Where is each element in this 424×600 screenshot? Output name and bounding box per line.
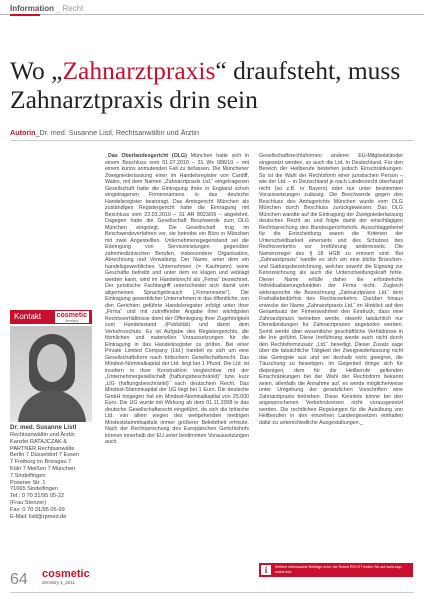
contact-details	[10, 424, 94, 520]
column-1-text: München hatte sich in einem Beschluss vom 01.07.2010 – 31 Wx 088/10 – mit einem kurios anmutenden Fall zu befassen. Die Münchener Zweigniederlassung einer im Handelsregister von Cardiff, Wales, mit dem Namen „Zahnarztpraxis Ltd.“ eingetragenen Gesellschaft hatte die Eintragung ihres in England schon eingetragenen Firmennamens in das deutsche Handelsregister beantragt. Das Amtsgericht München als zuständiges Registergericht hatte die Eintragung mit Beschluss vom 22.03.2010 – 31 AR 8023/09 – abgelehnt. Dagegen hatte die Gesellschaft Beschwerde zum OLG München eingelegt. Die Gesellschaft trug im Beschwerdeverfahren vor, sie betreibe ein Büro in München mit zwei Angestellten. Unternehmensgegenstand sei die Erbringung von Serviceleistungen gegenüber zahnmedizinischen Berufen, insbesondere Organisation, Abrechnung und Verwaltung. Der Name, unter dem ein handelsgewerbliches Unternehmen (= Kaufmann) seine Geschäfte betreibt und unter dem es klagen und verklagt werden kann, wird im Handelsrecht als „Firma“ bezeichnet. Der juristische Fachbegriff unterscheidet sich damit vom allgemeinen Sprachgebrauch („Firmenname“). Die Eintragung gewerblicher Unternehmen in das öffentliche, von den Gerichten geführte Handelsregister erfolgt unter ihrer „Firma“ und mit zutreffender Angabe ihrer wichtigsten Rechtsverhältnisse dient der Offenlegung ihrer Zugehörigkeit zum Handelsstand (Publizität) und damit dem Verkehrsschutz. Es ist Aufgabe des Registergerichts, die förmlichen und materiellen Voraussetzungen für die Eintragung in das Handelsregister zu prüfen. Bei einer Private Limited Company (Ltd.) handelt es sich um eine Gesellschaftsform nach britischem Gesellschaftsrecht. Das Mindest-Nominalkapital der Ltd. liegt bei 1 Pfund. Die Ltd. ist insofern in ihrer Konstruktion vergleichbar mit der „Unternehmergesellschaft (haftungsbeschränkt)“ bzw. kurz „UG (haftungsbeschränkt)“ nach deutschem Recht. Das Mindest-Stammkapital der UG liegt bei 1 Euro. Die deutsche GmbH hingegen hat ein Mindest-Nominalkapital von 25.000 Euro. Die UG wurde mit Wirkung ab dem 01.11.2008 in das deutsche Gesellschaftsrecht eingeführt, da sich die britische Ltd. von allem wegen des weitgehenden niedrigen Mindeststammkapitals immer größerer Beliebtheit erfreute. Nach der Rechtsprechung des Europäischen Gerichtshofs können innerhalb der EU unter bestimmten Voraussetzungen auch	[105, 153, 250, 445]
photo-face-shape	[37, 344, 67, 382]
section-header	[10, 4, 83, 13]
logo-sub-text: dentistry	[65, 319, 79, 323]
byline-divider	[10, 140, 414, 141]
contact-line: Köln 7 Meißen 7 München	[10, 465, 76, 472]
author-name: _Dr. med. Susanne Listl, Rechtsanwältin und Ärztin	[35, 128, 199, 137]
contact-line: 7 Freiburg im Breisgau 7	[10, 459, 72, 466]
contact-line: Fax: 0 70 31/95 05-99	[10, 506, 65, 513]
contact-line: Kanzlei RATAJCZAK &	[10, 438, 67, 445]
title-part-start: Wo „	[10, 56, 63, 85]
cosmetic-dentistry-logo	[55, 311, 89, 323]
author-photo	[10, 326, 92, 422]
contact-line: Berlin 7 Düsseldorf 7 Essen	[10, 452, 80, 459]
author-label: Autorin	[10, 128, 36, 137]
contact-name: Dr. med. Susanne Listl	[10, 424, 77, 431]
footer-divider	[10, 592, 414, 593]
article-lead: _Das Oberlandesgericht (OLG)	[105, 153, 187, 159]
contact-email: E-Mail: listl@rpmed.de	[10, 513, 67, 520]
logo-main-text: cosmetic	[56, 312, 87, 319]
contact-line: 71065 Sindelfingen	[10, 486, 58, 493]
article-column-2	[259, 153, 403, 426]
article-column-1	[105, 153, 249, 446]
contact-line: 7 Sindelfingen	[10, 472, 46, 479]
section-label: Information	[10, 4, 54, 13]
title-highlight: Zahnarztpraxis	[62, 56, 216, 85]
contact-line: (Frau Stenzer)	[10, 499, 47, 506]
contact-header	[10, 310, 92, 324]
page-number: 64	[10, 571, 28, 588]
info-text: Weitere interessante Beiträge unter der Rubrik RECHT finden Sie auf www.zwp-online.info	[275, 565, 403, 574]
contact-line: Rechtsanwältin und Ärztin	[10, 432, 75, 438]
contact-label: Kontakt	[14, 312, 42, 321]
contact-line: Tel.: 0 70 31/95 05-22	[10, 493, 65, 500]
subsection-label: Recht	[62, 4, 84, 13]
info-icon: i	[261, 565, 271, 575]
author-byline	[10, 128, 199, 137]
info-box	[259, 563, 413, 577]
footer-brand-sub: dentistry 1_2011	[42, 580, 75, 585]
article-title	[10, 56, 414, 114]
header-accent-bar	[10, 14, 40, 16]
section-separator-icon: _	[56, 4, 61, 13]
column-2-text: Gesellschaftsrechtsformen anderer EU-Mitgliedsländer eingesetzt werden, so auch die Ltd. in Deutschland. Für den Bereich der Heilberufe bestehen jedoch Einschränkungen. So ist die Wahl der Rechtsform einer juristischen Person – wie der Ltd. – in Deutschland je nach Landesrecht überhaupt nicht (so z.B. in Bayern) oder nur unter bestimmten Voraussetzungen zulässig. Die Beschwerde gegen den Beschluss des Amtsgerichts München wurde vom OLG München durch Beschluss zurückgewiesen. Das OLG München wandte auf die Eintragung der Zweigniederlassung deutsches Recht an und folgte damit der einschlägigen Rechtsprechung des Bundesgerichtshofs. Ausschlaggebend für die Entscheidung waren die Kriterien der Unterscheidbarkeit einerseits und des Schutzes des Rechtsverkehrs vor Irreführung andererseits. Die Namensregel des § 18 HGB zu erinnert sind. Bei „Zahnarztpraxis“ handle es sich um eine bloße Branchen- und Gattungsbezeichnung, welcher sowohl die Eignung zur Kennzeichnung als auch die Unterscheidungskraft fehle. Dieser Name erfülle daher die erforderliche Individualisierungsfunktion der Firma nicht. Zugleich widerspreche die Bezeichnung „Zahnarztpraxis Ltd.“ dem Freihaltebedürfnis des Rechtsverkehrs. Darüber hinaus erwecke der Name „Zahnarztpraxis Ltd.“ im Hinblick auf den Gesamtsatz der Firmenwahrheit den Eindruck, dass eine Zahnarztpraxis betrieben werde, obwohl tatsächlich nur Dienstleistungen für Zahnarztpraxen angeboten werden. Somit werde über wesentliche geschäftliche Verhältnisse in die Irre geführt. Diese Irreführung werde auch nicht durch den Rechtsformzusatz „Ltd.“ beseitigt. Dieser Zusatz sage über die tatsächliche Tätigkeit der Zweigniederlassung nicht das Geringste aus und sei deshalb nicht geeignet, die Täuschung zu beseitigen. Im Gegenteil dringe sich für diejenigen, dem für die Heilberufe geltenden Einschränkungen bei der Wahl der Rechtsform bekannt seien, allenfalls die Annahme auf, es werde möglicherweise unter Umgehung der gesetzlichen Vorschriften eine Zahnarztpraxis betrieben. Diese Kenntnis könne bei den angesprochenen Verkehrskreisen nicht vorausgesetzt werden. Die rechtlichen Regelungen für die Ausübung von Heilberufen in den einzelnen Landesgesetzen enthalten dafür zu unterschiedliche Ausgestaltungen._	[259, 153, 403, 426]
title-part-end: “ draufsteht, muss Zahnarztpraxis drin sein	[10, 56, 401, 114]
contact-line: Posener Str. 1	[10, 479, 46, 486]
footer-brand	[42, 569, 90, 586]
footer-brand-main: cosmetic	[42, 568, 90, 580]
contact-line: PARTNER Rechtsanwälte	[10, 445, 75, 452]
photo-body-shape	[18, 390, 86, 422]
